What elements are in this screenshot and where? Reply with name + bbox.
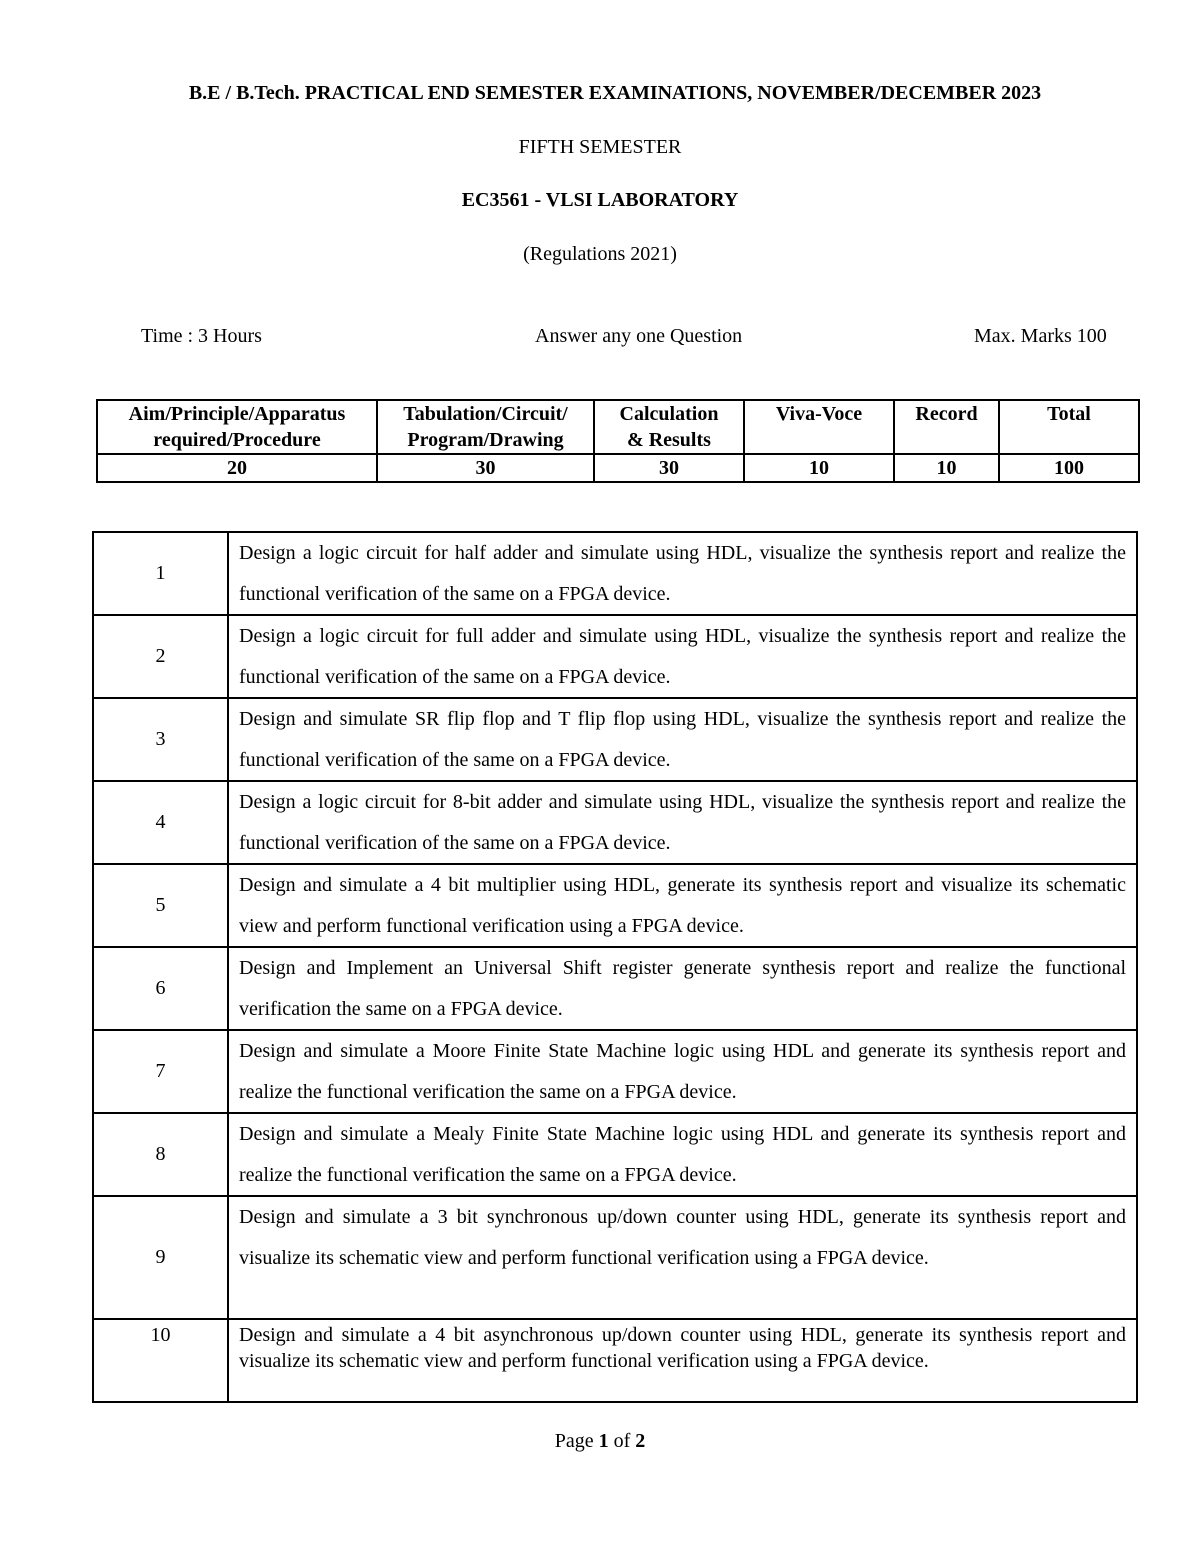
- question-text: Design and simulate a Moore Finite State Machine logic using HDL and generate its synthesis report and realize the functional verification the same on a FPGA device.: [228, 1030, 1137, 1113]
- question-number: 2: [93, 615, 228, 698]
- question-row: [93, 1319, 1137, 1402]
- page-current: 1: [598, 1430, 609, 1452]
- question-number: 1: [93, 532, 228, 615]
- question-number: 7: [93, 1030, 228, 1113]
- question-text: Design and simulate SR flip flop and T flip flop using HDL, visualize the synthesis report and realize the functional verification of the same on a FPGA device.: [228, 698, 1137, 781]
- marks-header-record: Record: [894, 400, 999, 454]
- marks-header-viva: Viva-Voce: [744, 400, 894, 454]
- of-label: of: [613, 1430, 631, 1452]
- questions-table: [92, 531, 1138, 1403]
- question-text: Design and simulate a Mealy Finite State Machine logic using HDL and generate its synthesis report and realize the functional verification the same on a FPGA device.: [228, 1113, 1137, 1196]
- marks-value: 30: [594, 454, 744, 482]
- page-label: Page: [554, 1430, 594, 1452]
- marks-value: 30: [377, 454, 594, 482]
- question-row: [93, 864, 1137, 947]
- marks-header-total: Total: [999, 400, 1139, 454]
- question-number: 10: [93, 1319, 228, 1402]
- marks-value-row: [97, 454, 1139, 482]
- question-row: [93, 698, 1137, 781]
- question-row: [93, 615, 1137, 698]
- marks-header-tabulation: Tabulation/Circuit/ Program/Drawing: [377, 400, 594, 454]
- question-row: [93, 1113, 1137, 1196]
- question-number: 8: [93, 1113, 228, 1196]
- question-text: Design and Implement an Universal Shift register generate synthesis report and realize the functional verification the same on a FPGA device.: [228, 947, 1137, 1030]
- question-number: 5: [93, 864, 228, 947]
- question-number: 9: [93, 1196, 228, 1319]
- course-title: EC3561 - VLSI LABORATORY: [461, 189, 739, 211]
- question-row: [93, 1196, 1137, 1319]
- question-number: 6: [93, 947, 228, 1030]
- marks-value: 10: [894, 454, 999, 482]
- marks-distribution-table: [96, 399, 1140, 483]
- question-text: Design and simulate a 3 bit synchronous up/down counter using HDL, generate its synthesis report and visualize its schematic view and perform functional verification using a FPGA device.: [228, 1196, 1137, 1319]
- regulations-label: (Regulations 2021): [523, 243, 677, 265]
- question-text: Design a logic circuit for 8-bit adder and simulate using HDL, visualize the synthesis report and realize the functional verification of the same on a FPGA device.: [228, 781, 1137, 864]
- marks-header-row: [97, 400, 1139, 454]
- marks-value: 20: [97, 454, 377, 482]
- question-text: Design a logic circuit for full adder and simulate using HDL, visualize the synthesis report and realize the functional verification of the same on a FPGA device.: [228, 615, 1137, 698]
- question-row: [93, 1030, 1137, 1113]
- question-text: Design and simulate a 4 bit asynchronous up/down counter using HDL, generate its synthesis report and visualize its schematic view and perform functional verification using a FPGA device.: [228, 1319, 1137, 1402]
- question-text: Design a logic circuit for half adder and simulate using HDL, visualize the synthesis report and realize the functional verification of the same on a FPGA device.: [228, 532, 1137, 615]
- semester-title: FIFTH SEMESTER: [518, 136, 682, 158]
- max-marks-label: Max. Marks 100: [974, 325, 1107, 347]
- question-number: 4: [93, 781, 228, 864]
- question-row: [93, 947, 1137, 1030]
- page-footer: [0, 1430, 1200, 1453]
- question-number: 3: [93, 698, 228, 781]
- exam-title: B.E / B.Tech. PRACTICAL END SEMESTER EXAMINATIONS, NOVEMBER/DECEMBER 2023: [188, 82, 1042, 104]
- marks-value: 10: [744, 454, 894, 482]
- marks-header-aim: Aim/Principle/Apparatus required/Procedure: [97, 400, 377, 454]
- question-text: Design and simulate a 4 bit multiplier using HDL, generate its synthesis report and visualize its schematic view and perform functional verification using a FPGA device.: [228, 864, 1137, 947]
- page-total: 2: [635, 1430, 646, 1452]
- question-row: [93, 532, 1137, 615]
- marks-value: 100: [999, 454, 1139, 482]
- marks-header-calculation: Calculation & Results: [594, 400, 744, 454]
- question-row: [93, 781, 1137, 864]
- time-label: Time : 3 Hours: [141, 325, 262, 347]
- instruction-label: Answer any one Question: [535, 325, 743, 347]
